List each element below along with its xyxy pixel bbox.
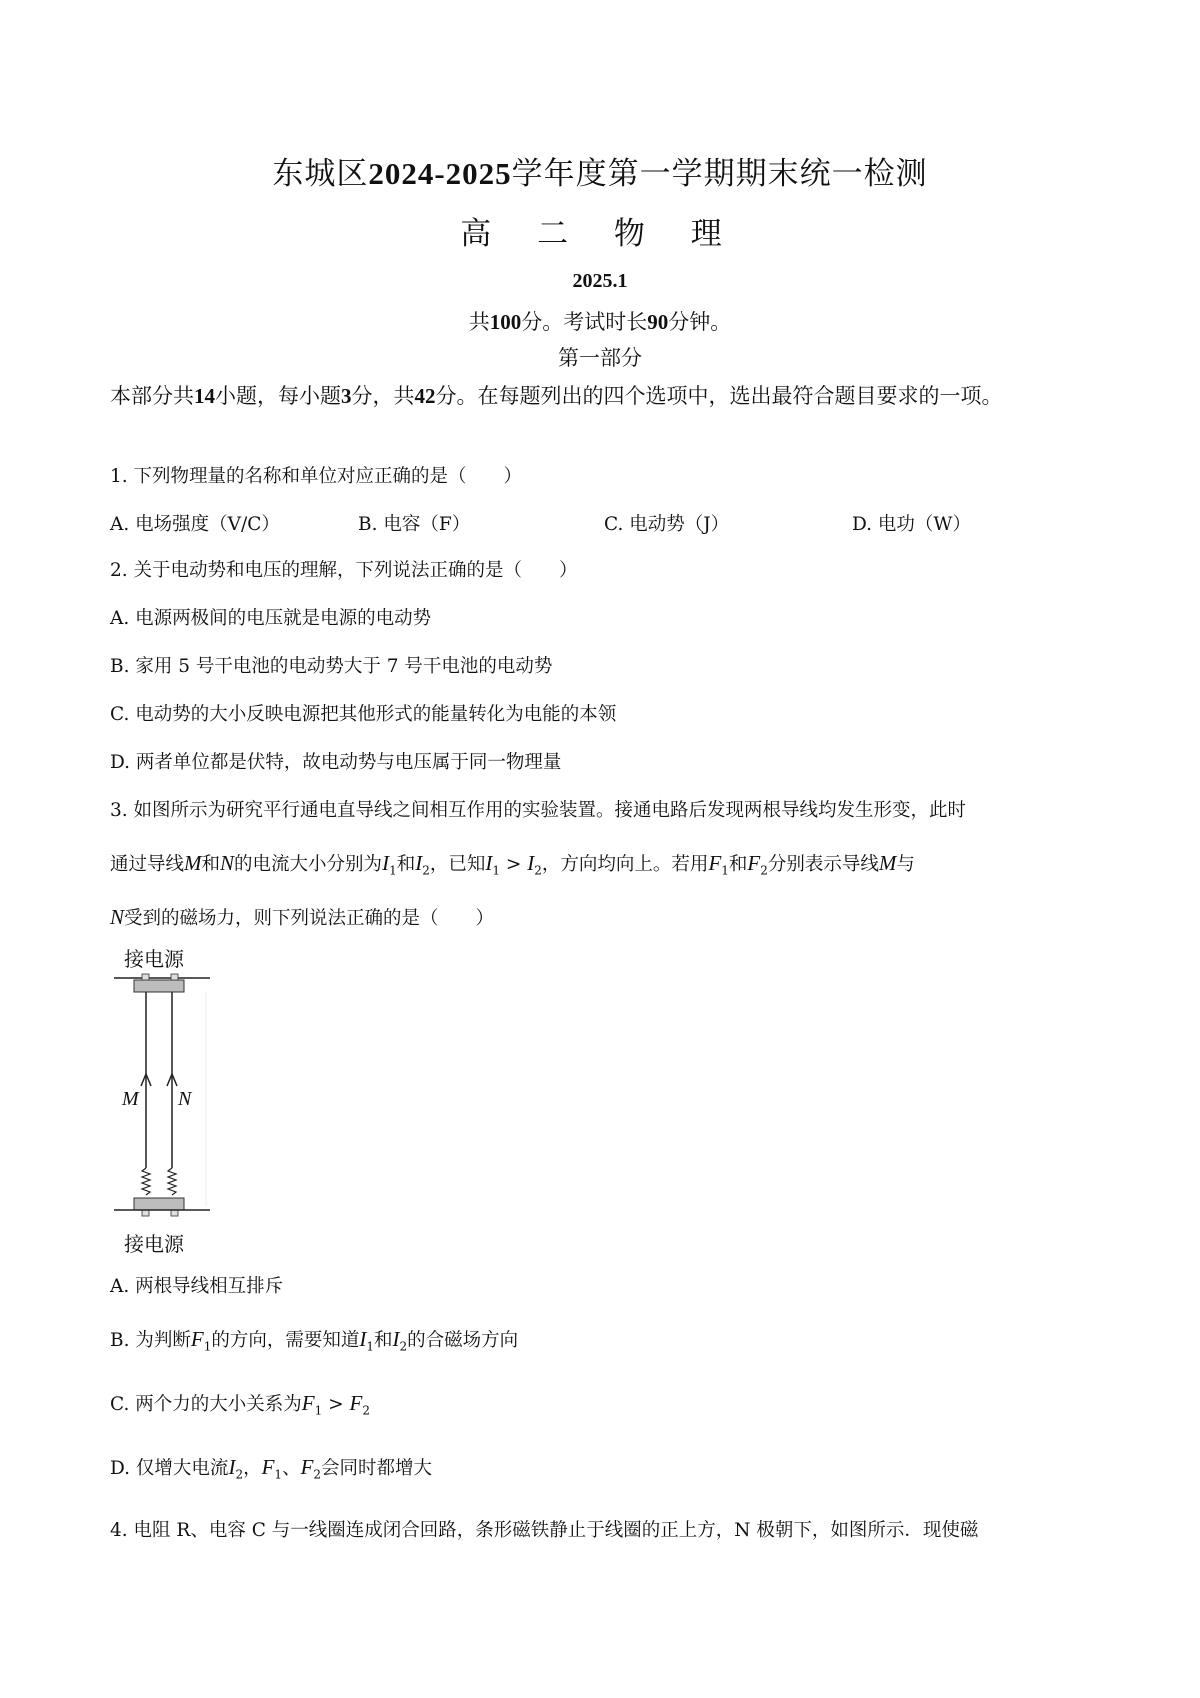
question-3-option-b: B. 为判断$F_1$的方向，需要知道$I_1$和$I_2$的合磁场方向 [110,1327,519,1354]
question-3-option-a: A. 两根导线相互排斥 [110,1276,284,1297]
exam-date: 2025.1 [572,270,628,292]
figure-top-label: 接电源 [124,947,184,971]
question-3-stem-line1: 3. 如图所示为研究平行通电直导线之间相互作用的实验装置。接通电路后发现两根导线均发生形变，此时 [110,800,967,821]
figure-label-m: M [122,1088,139,1110]
question-2-option-c: C. 电动势的大小反映电源把其他形式的能量转化为电能的本领 [110,704,617,725]
question-3-stem-line3: N受到的磁场力，则下列说法正确的是（ ） [110,905,495,929]
question-2-option-d: D. 两者单位都是伏特，故电动势与电压属于同一物理量 [110,752,562,773]
question-1-option-d: D. 电功（W） [852,514,971,535]
question-1-stem: 1. 下列物理量的名称和单位对应正确的是（ ） [110,466,523,487]
question-2-option-a: A. 电源两极间的电压就是电源的电动势 [110,608,432,629]
question-3-option-c: C. 两个力的大小关系为$F_1 > F_2$ [110,1391,370,1418]
spring-icon [168,1168,176,1195]
question-2-option-b: B. 家用 5 号干电池的电动势大于 7 号干电池的电动势 [110,656,553,677]
exam-score-info: 共100分。考试时长90分钟。 [468,310,732,334]
figure-label-n: N [178,1088,192,1110]
part-heading: 第一部分 [558,346,642,370]
spring-icon [142,1168,150,1195]
figure-bottom-label: 接电源 [124,1232,184,1256]
question-1-option-a: A. 电场强度（V/C） [110,514,280,535]
question-1-option-b: B. 电容（F） [358,514,471,535]
exam-subject: 高 二 物 理 [460,216,740,252]
exam-title: 东城区2024-2025学年度第一学期期末统一检测 [272,156,928,192]
question-2-stem: 2. 关于电动势和电压的理解，下列说法正确的是（ ） [110,560,578,581]
question-1-option-c: C. 电动势（J） [604,514,730,535]
question-3-option-d: D. 仅增大电流$I_2$，$F_1$、$F_2$会同时都增大 [110,1455,433,1482]
part-instructions: 本部分共14小题，每小题3分，共42分。在每题列出的四个选项中，选出最符合题目要求的一项。 [110,384,1003,408]
question-4-stem: 4. 电阻 R、电容 C 与一线圈连成闭合回路，条形磁铁静止于线圈的正上方，N 极朝下，如图所示．现使磁 [110,1520,979,1541]
question-3-stem-line2: 通过导线M和N的电流大小分别为$I_1$和$I_2$，已知$I_1 > I_2$，方向均向上。若用$F_1$和$F_2$分别表示导线M与 [110,851,915,878]
